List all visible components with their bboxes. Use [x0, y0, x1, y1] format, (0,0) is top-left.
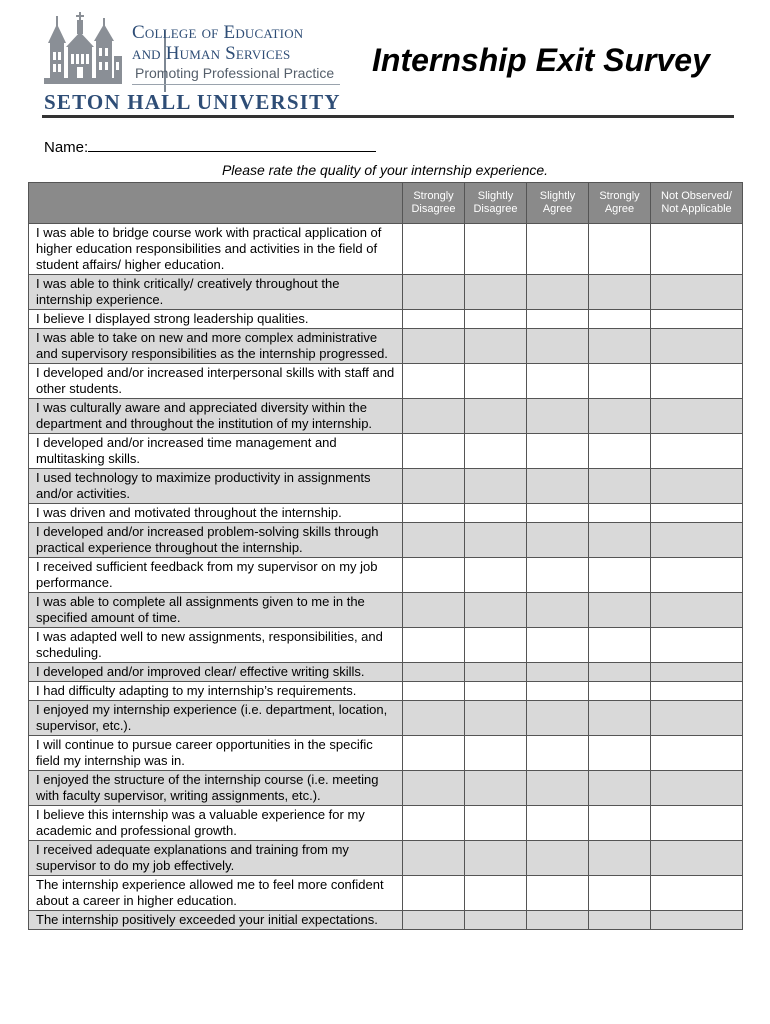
- rating-cell-slightly-disagree[interactable]: [465, 558, 527, 593]
- name-label: Name:: [44, 139, 89, 156]
- column-header-strongly-agree: [589, 183, 651, 224]
- rating-cell-slightly-agree[interactable]: [527, 275, 589, 310]
- survey-row: [29, 663, 743, 682]
- rating-cell-strongly-disagree[interactable]: [403, 593, 465, 628]
- rating-cell-strongly-disagree[interactable]: [403, 771, 465, 806]
- rating-cell-slightly-disagree[interactable]: [465, 329, 527, 364]
- rating-cell-strongly-disagree[interactable]: [403, 736, 465, 771]
- survey-row: [29, 558, 743, 593]
- rating-cell-not-observed[interactable]: [651, 275, 743, 310]
- rating-cell-slightly-agree[interactable]: [527, 701, 589, 736]
- rating-cell-strongly-agree[interactable]: [589, 682, 651, 701]
- rating-cell-not-observed[interactable]: [651, 364, 743, 399]
- rating-cell-not-observed[interactable]: [651, 310, 743, 329]
- rating-cell-strongly-agree[interactable]: [589, 593, 651, 628]
- statement-text: I was able to bridge course work with practical application of higher education responsibilities and activities in the field of student affairs/ higher education.: [29, 224, 403, 275]
- survey-row: [29, 736, 743, 771]
- rating-cell-slightly-agree[interactable]: [527, 876, 589, 911]
- statement-text: I had difficulty adapting to my internship’s requirements.: [29, 682, 403, 701]
- statement-text: I developed and/or increased problem-solving skills through practical experience throughout the internship.: [29, 523, 403, 558]
- rating-cell-strongly-disagree[interactable]: [403, 523, 465, 558]
- statement-text: I believe I displayed strong leadership qualities.: [29, 310, 403, 329]
- rating-cell-slightly-agree[interactable]: [527, 434, 589, 469]
- survey-row: [29, 771, 743, 806]
- rating-cell-slightly-agree[interactable]: [527, 364, 589, 399]
- rating-cell-slightly-disagree[interactable]: [465, 275, 527, 310]
- rating-cell-strongly-agree[interactable]: [589, 911, 651, 930]
- rating-cell-slightly-disagree[interactable]: [465, 469, 527, 504]
- survey-row: [29, 310, 743, 329]
- rating-cell-slightly-agree[interactable]: [527, 558, 589, 593]
- rating-cell-strongly-agree[interactable]: [589, 504, 651, 523]
- rating-cell-strongly-disagree[interactable]: [403, 469, 465, 504]
- survey-row: [29, 224, 743, 275]
- rating-cell-slightly-agree[interactable]: [527, 523, 589, 558]
- rating-cell-not-observed[interactable]: [651, 701, 743, 736]
- survey-row: [29, 876, 743, 911]
- rating-cell-strongly-agree[interactable]: [589, 469, 651, 504]
- rating-cell-not-observed[interactable]: [651, 558, 743, 593]
- statement-text: I used technology to maximize productivity in assignments and/or activities.: [29, 469, 403, 504]
- survey-row: [29, 593, 743, 628]
- rating-cell-slightly-agree[interactable]: [527, 736, 589, 771]
- statement-text: I was driven and motivated throughout the internship.: [29, 504, 403, 523]
- rating-cell-strongly-agree[interactable]: [589, 364, 651, 399]
- survey-body: [29, 224, 743, 930]
- survey-header-row: [29, 183, 743, 224]
- statement-text: I was able to think critically/ creatively throughout the internship experience.: [29, 275, 403, 310]
- document-title: Internship Exit Survey: [372, 42, 710, 78]
- rating-cell-slightly-disagree[interactable]: [465, 310, 527, 329]
- rating-cell-not-observed[interactable]: [651, 523, 743, 558]
- statement-text: I was adapted well to new assignments, responsibilities, and scheduling.: [29, 628, 403, 663]
- column-header-line: Slightly: [477, 190, 514, 202]
- rating-cell-not-observed[interactable]: [651, 806, 743, 841]
- statement-text: I was culturally aware and appreciated diversity within the department and throughout the institution of my internship.: [29, 399, 403, 434]
- column-header-line: Strongly: [599, 190, 640, 202]
- rating-cell-slightly-agree[interactable]: [527, 628, 589, 663]
- rating-cell-slightly-agree[interactable]: [527, 224, 589, 275]
- statement-text: I received adequate explanations and training from my supervisor to do my job effectively.: [29, 841, 403, 876]
- statement-text: I received sufficient feedback from my supervisor on my job performance.: [29, 558, 403, 593]
- rating-cell-slightly-disagree[interactable]: [465, 224, 527, 275]
- column-header-line: Agree: [604, 203, 635, 215]
- rating-cell-not-observed[interactable]: [651, 593, 743, 628]
- survey-row: [29, 434, 743, 469]
- rating-cell-slightly-disagree[interactable]: [465, 736, 527, 771]
- rating-cell-not-observed[interactable]: [651, 399, 743, 434]
- survey-row: [29, 701, 743, 736]
- rating-cell-slightly-agree[interactable]: [527, 469, 589, 504]
- rating-cell-slightly-disagree[interactable]: [465, 663, 527, 682]
- rating-cell-slightly-disagree[interactable]: [465, 876, 527, 911]
- rating-cell-not-observed[interactable]: [651, 329, 743, 364]
- rating-cell-strongly-agree[interactable]: [589, 310, 651, 329]
- statement-text: I enjoyed my internship experience (i.e. department, location, supervisor, etc.).: [29, 701, 403, 736]
- rating-cell-not-observed[interactable]: [651, 841, 743, 876]
- rating-cell-strongly-disagree[interactable]: [403, 504, 465, 523]
- rating-cell-slightly-agree[interactable]: [527, 399, 589, 434]
- column-header-slightly-disagree: [465, 183, 527, 224]
- rating-cell-strongly-agree[interactable]: [589, 841, 651, 876]
- rating-cell-slightly-disagree[interactable]: [465, 364, 527, 399]
- rating-cell-slightly-disagree[interactable]: [465, 806, 527, 841]
- column-header-line: Agree: [542, 203, 573, 215]
- rating-cell-not-observed[interactable]: [651, 682, 743, 701]
- rating-cell-strongly-agree[interactable]: [589, 399, 651, 434]
- rating-cell-slightly-agree[interactable]: [527, 593, 589, 628]
- rating-cell-slightly-disagree[interactable]: [465, 628, 527, 663]
- statement-text: I believe this internship was a valuable experience for my academic and professional growth.: [29, 806, 403, 841]
- survey-row: [29, 628, 743, 663]
- rating-cell-slightly-disagree[interactable]: [465, 911, 527, 930]
- rating-cell-strongly-agree[interactable]: [589, 701, 651, 736]
- rating-cell-strongly-agree[interactable]: [589, 628, 651, 663]
- rating-cell-strongly-disagree[interactable]: [403, 310, 465, 329]
- university-name: SETON HALL UNIVERSITY: [44, 90, 341, 114]
- rating-cell-slightly-agree[interactable]: [527, 682, 589, 701]
- rating-cell-slightly-agree[interactable]: [527, 329, 589, 364]
- statement-text: I enjoyed the structure of the internship course (i.e. meeting with faculty supervisor, writing assignments, etc.).: [29, 771, 403, 806]
- header-rule: [42, 115, 734, 118]
- rating-cell-not-observed[interactable]: [651, 434, 743, 469]
- rating-cell-strongly-disagree[interactable]: [403, 841, 465, 876]
- rating-cell-slightly-agree[interactable]: [527, 771, 589, 806]
- rating-cell-strongly-disagree[interactable]: [403, 434, 465, 469]
- survey-row: [29, 806, 743, 841]
- survey-row: [29, 275, 743, 310]
- college-name-line1: College of Education: [132, 22, 304, 43]
- statement-text: I developed and/or increased time management and multitasking skills.: [29, 434, 403, 469]
- rating-cell-not-observed[interactable]: [651, 771, 743, 806]
- rating-cell-slightly-disagree[interactable]: [465, 701, 527, 736]
- statement-text: I was able to take on new and more complex administrative and supervisory responsibilities as the internship progressed.: [29, 329, 403, 364]
- rating-cell-strongly-agree[interactable]: [589, 663, 651, 682]
- rating-cell-slightly-agree[interactable]: [527, 504, 589, 523]
- statement-text: I developed and/or increased interpersonal skills with staff and other students.: [29, 364, 403, 399]
- survey-table: [28, 182, 743, 930]
- tagline-rule: [132, 84, 340, 85]
- survey-row: [29, 911, 743, 930]
- survey-row: [29, 682, 743, 701]
- rating-cell-strongly-agree[interactable]: [589, 434, 651, 469]
- rating-cell-strongly-disagree[interactable]: [403, 224, 465, 275]
- rating-cell-strongly-disagree[interactable]: [403, 364, 465, 399]
- survey-row: [29, 399, 743, 434]
- survey-row: [29, 504, 743, 523]
- rating-cell-slightly-disagree[interactable]: [465, 771, 527, 806]
- rating-cell-slightly-agree[interactable]: [527, 663, 589, 682]
- name-row: [44, 137, 376, 156]
- statement-text: I developed and/or improved clear/ effective writing skills.: [29, 663, 403, 682]
- rating-cell-slightly-agree[interactable]: [527, 806, 589, 841]
- rating-cell-strongly-disagree[interactable]: [403, 329, 465, 364]
- rating-cell-strongly-agree[interactable]: [589, 736, 651, 771]
- rating-cell-strongly-agree[interactable]: [589, 771, 651, 806]
- survey-row: [29, 364, 743, 399]
- rating-cell-slightly-disagree[interactable]: [465, 682, 527, 701]
- rating-cell-slightly-disagree[interactable]: [465, 504, 527, 523]
- rating-cell-strongly-disagree[interactable]: [403, 701, 465, 736]
- column-header-line: Not Applicable: [661, 203, 732, 215]
- rating-cell-strongly-disagree[interactable]: [403, 663, 465, 682]
- rating-cell-strongly-disagree[interactable]: [403, 806, 465, 841]
- column-header-line: Not Observed/: [661, 190, 732, 202]
- rating-cell-slightly-agree[interactable]: [527, 841, 589, 876]
- rating-cell-not-observed[interactable]: [651, 469, 743, 504]
- rating-cell-strongly-disagree[interactable]: [403, 399, 465, 434]
- rating-cell-slightly-disagree[interactable]: [465, 434, 527, 469]
- column-header-not-observed: [651, 183, 743, 224]
- document-header: [40, 8, 740, 120]
- rating-cell-not-observed[interactable]: [651, 663, 743, 682]
- statement-text: The internship experience allowed me to feel more confident about a career in higher education.: [29, 876, 403, 911]
- rating-cell-strongly-agree[interactable]: [589, 275, 651, 310]
- statement-column-header: [29, 183, 403, 224]
- rating-cell-strongly-agree[interactable]: [589, 523, 651, 558]
- rating-cell-strongly-disagree[interactable]: [403, 628, 465, 663]
- rating-cell-not-observed[interactable]: [651, 628, 743, 663]
- rating-cell-not-observed[interactable]: [651, 736, 743, 771]
- rating-cell-strongly-disagree[interactable]: [403, 275, 465, 310]
- column-header-slightly-agree: [527, 183, 589, 224]
- statement-text: I will continue to pursue career opportunities in the specific field my internship was in.: [29, 736, 403, 771]
- university-building-logo-icon: [44, 12, 122, 84]
- survey-instruction: Please rate the quality of your internship experience.: [221, 162, 549, 178]
- column-header-line: Disagree: [473, 203, 518, 215]
- rating-cell-strongly-agree[interactable]: [589, 558, 651, 593]
- rating-cell-slightly-disagree[interactable]: [465, 593, 527, 628]
- rating-cell-slightly-disagree[interactable]: [465, 841, 527, 876]
- column-header-line: Disagree: [411, 203, 456, 215]
- rating-cell-not-observed[interactable]: [651, 224, 743, 275]
- rating-cell-slightly-disagree[interactable]: [465, 399, 527, 434]
- rating-cell-strongly-disagree[interactable]: [403, 876, 465, 911]
- column-header-line: Slightly: [539, 190, 576, 202]
- rating-cell-strongly-disagree[interactable]: [403, 682, 465, 701]
- name-field[interactable]: [88, 137, 376, 152]
- rating-cell-strongly-agree[interactable]: [589, 329, 651, 364]
- rating-cell-strongly-agree[interactable]: [589, 806, 651, 841]
- rating-cell-not-observed[interactable]: [651, 504, 743, 523]
- statement-text: The internship positively exceeded your initial expectations.: [29, 911, 403, 930]
- survey-row: [29, 841, 743, 876]
- column-header-line: Strongly: [413, 190, 454, 202]
- survey-row: [29, 523, 743, 558]
- survey-row: [29, 469, 743, 504]
- rating-cell-not-observed[interactable]: [651, 911, 743, 930]
- college-name-line2: and Human Services: [132, 43, 291, 64]
- statement-text: I was able to complete all assignments given to me in the specified amount of time.: [29, 593, 403, 628]
- survey-row: [29, 329, 743, 364]
- rating-cell-not-observed[interactable]: [651, 876, 743, 911]
- rating-cell-slightly-agree[interactable]: [527, 310, 589, 329]
- rating-cell-strongly-agree[interactable]: [589, 876, 651, 911]
- rating-cell-slightly-agree[interactable]: [527, 911, 589, 930]
- rating-cell-slightly-disagree[interactable]: [465, 523, 527, 558]
- college-tagline: Promoting Professional Practice: [135, 65, 335, 81]
- rating-cell-strongly-disagree[interactable]: [403, 911, 465, 930]
- rating-cell-strongly-agree[interactable]: [589, 224, 651, 275]
- rating-cell-strongly-disagree[interactable]: [403, 558, 465, 593]
- column-header-strongly-disagree: [403, 183, 465, 224]
